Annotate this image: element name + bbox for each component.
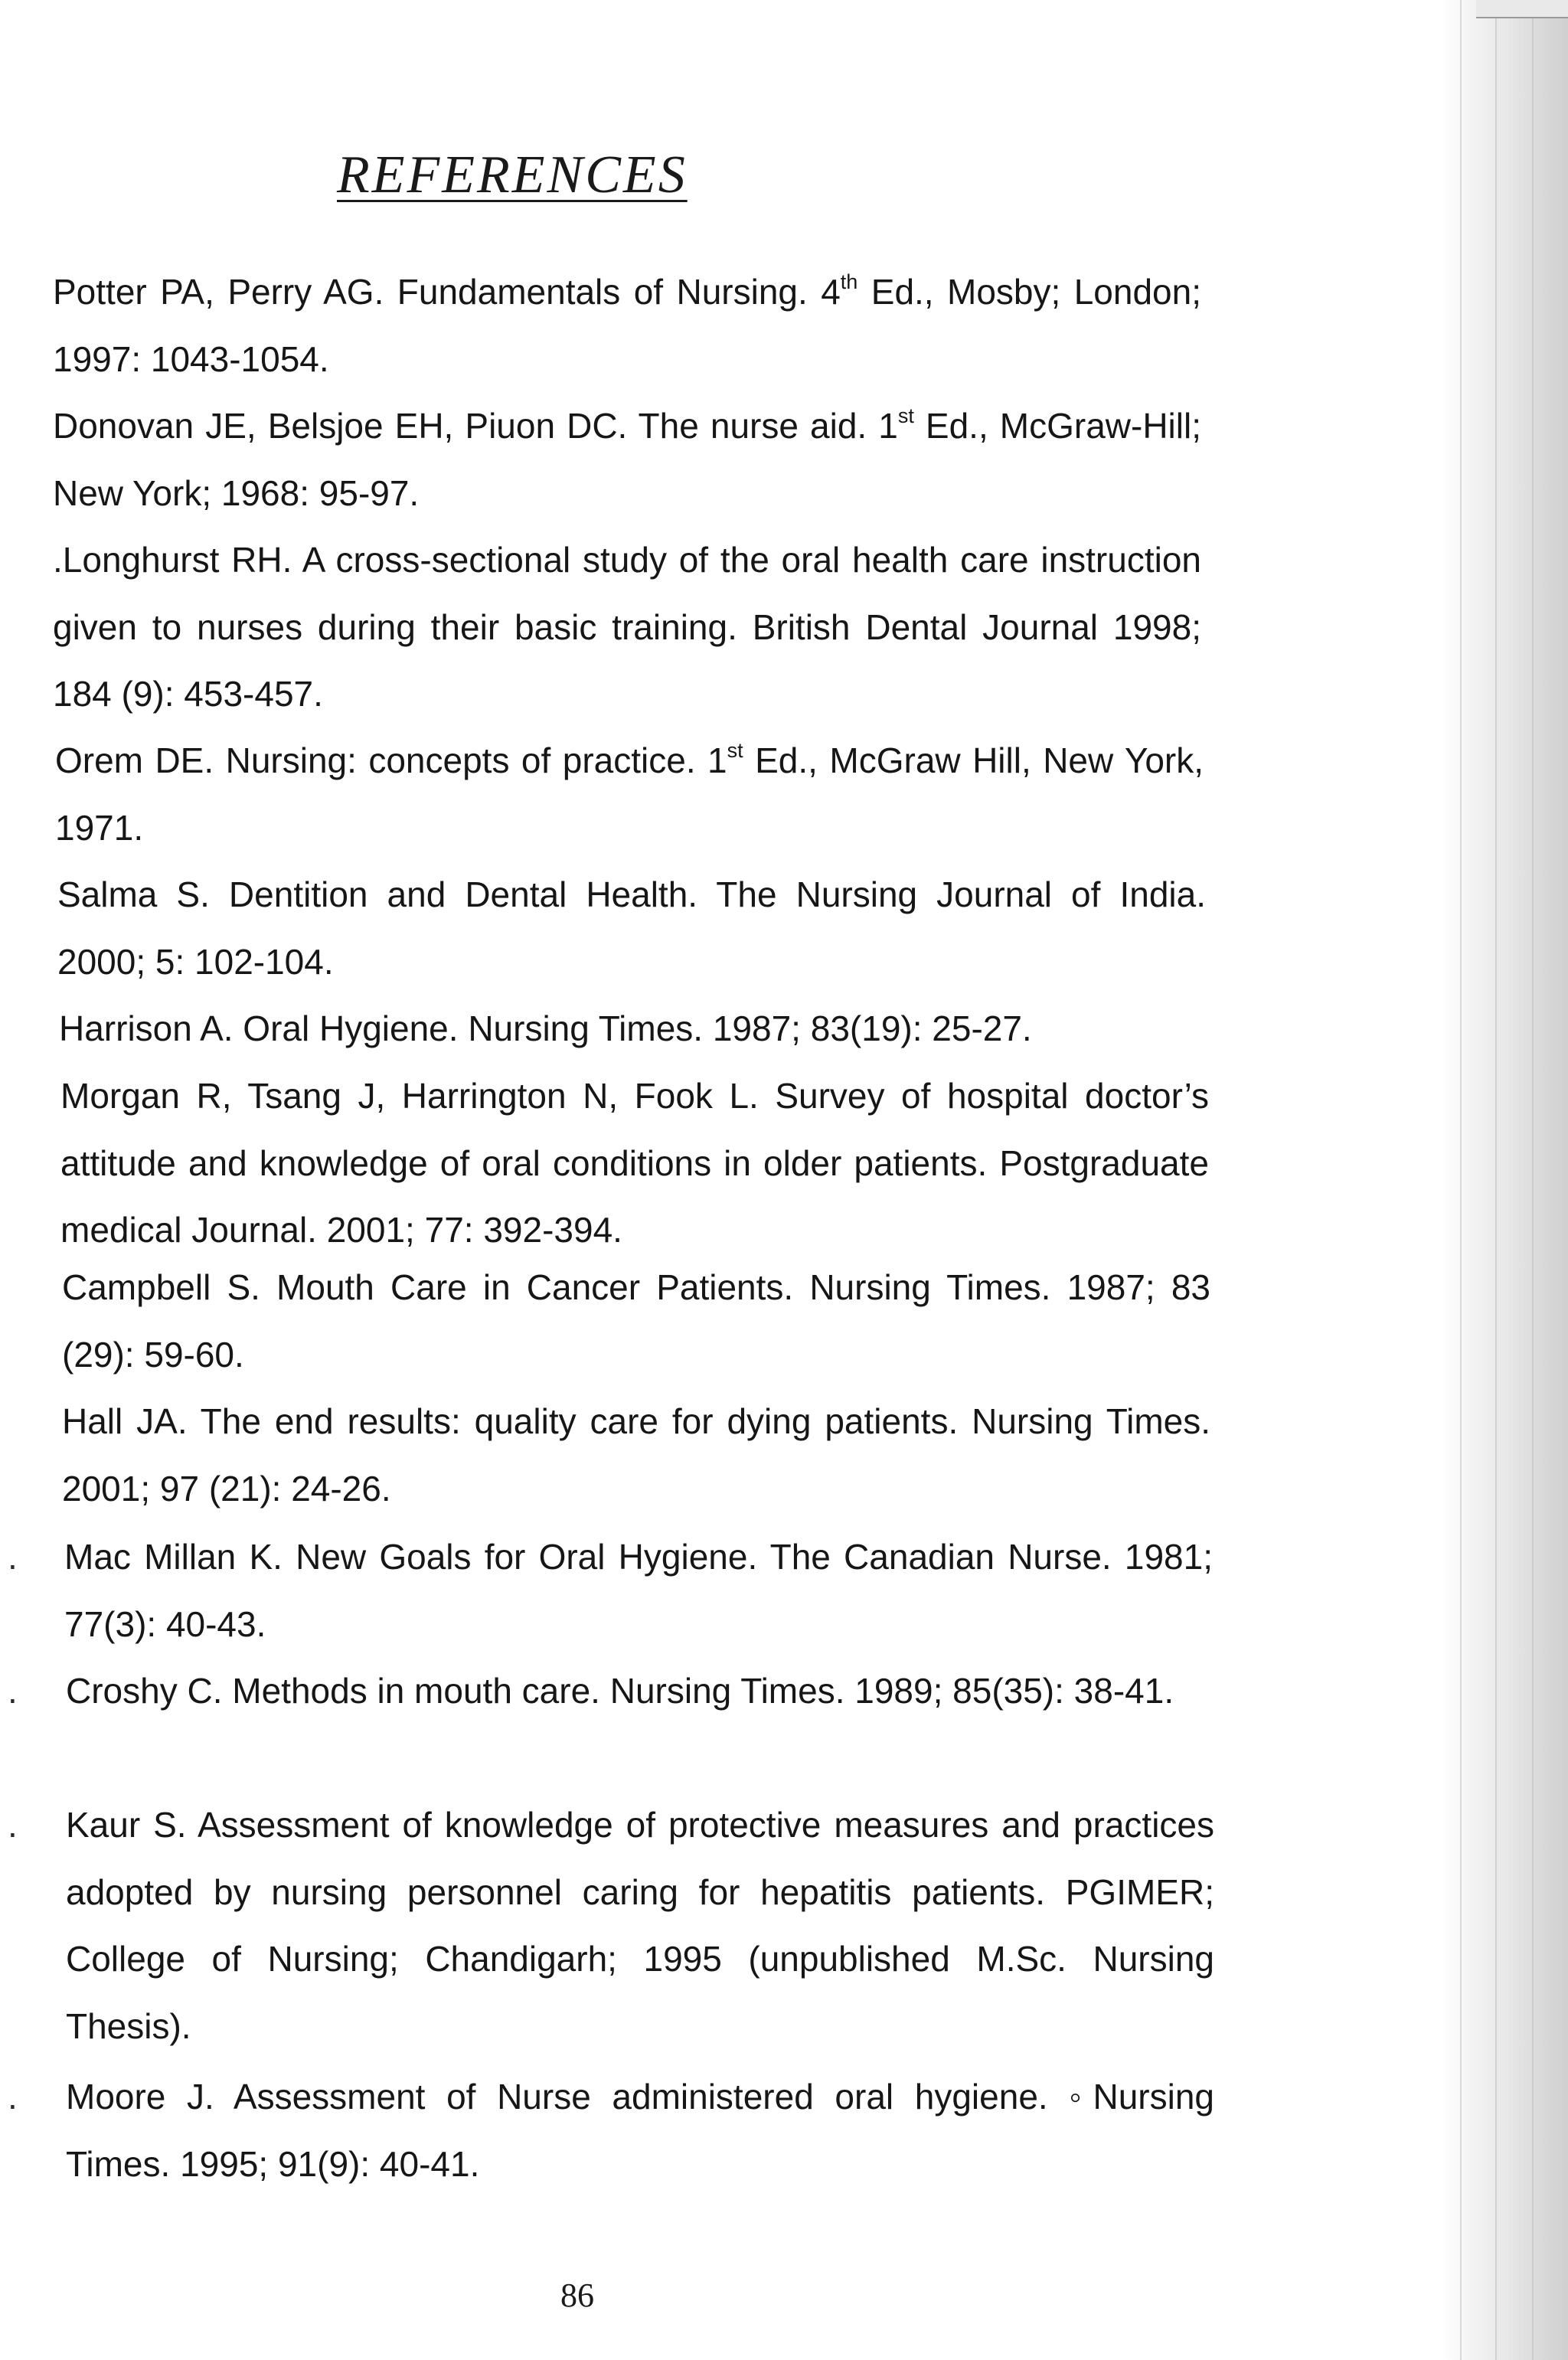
reference-item: Croshy C. Methods in mouth care. Nursing Times. 1989; 85(35): 38-41.: [66, 1671, 1174, 1711]
reference-item: Moore J. Assessment of Nurse administered oral hygiene. ◦Nursing Times. 1995; 91(9): 40-41.: [66, 2077, 1214, 2184]
reference-item: Salma S. Dentition and Dental Health. The Nursing Journal of India. 2000; 5: 102-104.: [57, 874, 1206, 982]
reference-item: .Longhurst RH. A cross-sectional study of the oral health care instruction given to nurses during their basic training. British Dental Journal 1998; 184 (9): 453-457.: [53, 540, 1201, 714]
list-bullet: .: [8, 1537, 18, 1577]
reference-item: Harrison A. Oral Hygiene. Nursing Times. 1987; 83(19): 25-27.: [59, 1008, 1032, 1048]
reference-item: Donovan JE, Belsjoe EH, Piuon DC. The nurse aid. 1st Ed., McGraw-Hill; New York; 1968: 95-97.: [53, 404, 1201, 513]
reference-item: Mac Millan K. New Goals for Oral Hygiene. The Canadian Nurse. 1981; 77(3): 40-43.: [64, 1537, 1213, 1644]
reference-item: Potter PA, Perry AG. Fundamentals of Nursing. 4th Ed., Mosby; London; 1997: 1043-1054.: [53, 270, 1201, 379]
page-heading: REFERENCES: [337, 145, 688, 204]
list-bullet: .: [8, 2077, 18, 2116]
reference-item: Campbell S. Mouth Care in Cancer Patients. Nursing Times. 1987; 83 (29): 59-60.: [62, 1267, 1210, 1374]
reference-item: Morgan R, Tsang J, Harrington N, Fook L. Survey of hospital doctor’s attitude and knowledge of oral conditions in older patients. Postgraduate medical Journal. 2001; 77: 392-394.: [60, 1076, 1209, 1250]
list-bullet: .: [8, 1805, 18, 1845]
reference-item: Kaur S. Assessment of knowledge of protective measures and practices adopted by nursing personnel caring for hepatitis patients. PGIMER; College of Nursing; Chandigarh; 1995 (unpublished M.Sc. Nursing Thesis).: [66, 1805, 1214, 2046]
reference-item: Orem DE. Nursing: concepts of practice. 1st Ed., McGraw Hill, New York, 1971.: [55, 739, 1204, 848]
list-bullet: .: [8, 1671, 18, 1711]
page-number: 86: [560, 2277, 594, 2314]
reference-item: Hall JA. The end results: quality care for dying patients. Nursing Times. 2001; 97 (21): 24-26.: [62, 1401, 1210, 1509]
